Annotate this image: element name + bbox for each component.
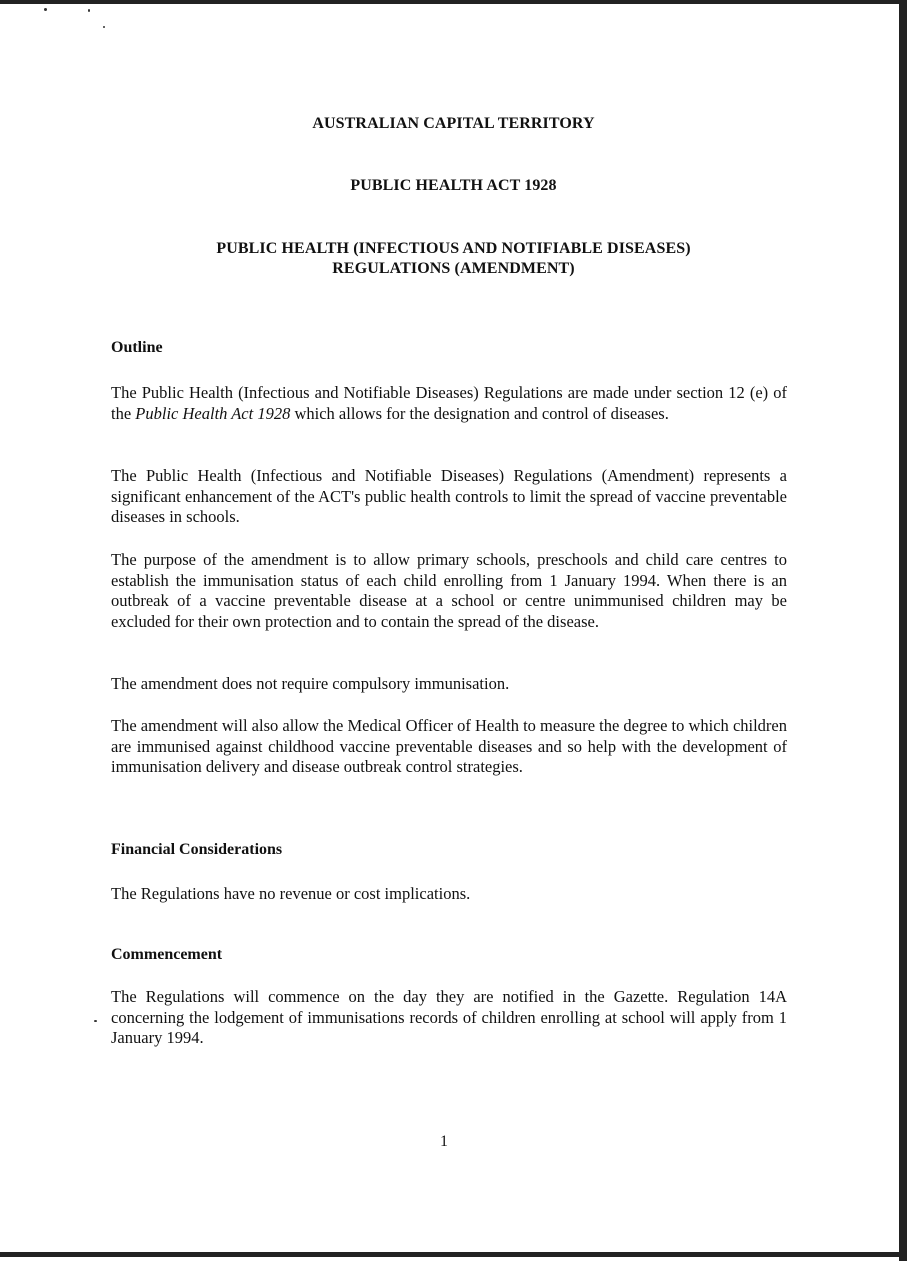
regulation-title: [0, 239, 907, 279]
outline-paragraph-4: The amendment does not require compulsory immunisation.: [111, 674, 510, 693]
scan-speck: [88, 9, 90, 12]
outline-paragraph-5: The amendment will also allow the Medical Officer of Health to measure the degree to which children are immunised against childhood vaccine preventable diseases and so help with the development of immunisation delivery and disease outbreak control strategies.: [111, 716, 787, 777]
act-title: PUBLIC HEALTH ACT 1928: [350, 177, 557, 194]
act-name-italic: Public Health Act 1928: [135, 403, 291, 423]
outline-paragraph-1: [111, 383, 787, 424]
commencement-paragraph: The Regulations will commence on the day they are notified in the Gazette. Regulation 14A concerning the lodgement of immunisations records of children enrolling at school will apply from 1 January 1994.: [111, 987, 787, 1048]
outline-paragraph-3: The purpose of the amendment is to allow primary schools, preschools and child care centres to establish the immunisation status of each child enrolling from 1 January 1994. When there is an outbreak of a vaccine preventable disease at a school or centre unimmunised children may be excluded for their own protection and to contain the spread of the disease.: [111, 550, 787, 631]
scan-edge-bottom: [0, 1252, 900, 1257]
financial-paragraph: The Regulations have no revenue or cost implications.: [111, 884, 471, 903]
page-number: 1: [440, 1133, 448, 1150]
scan-speck: [94, 1020, 97, 1022]
regulation-title-line2: REGULATIONS (AMENDMENT): [332, 260, 575, 277]
outline-heading: Outline: [111, 339, 163, 356]
scan-speck: [44, 8, 47, 11]
jurisdiction-title: AUSTRALIAN CAPITAL TERRITORY: [312, 115, 595, 132]
scan-edge-top: [0, 0, 907, 4]
commencement-heading: Commencement: [111, 946, 223, 963]
outline-p1-text-end: which allows for the designation and control of diseases.: [290, 403, 669, 423]
scan-speck: [103, 26, 105, 28]
regulation-title-line1: PUBLIC HEALTH (INFECTIOUS AND NOTIFIABLE DISEASES): [216, 240, 691, 257]
outline-paragraph-2: The Public Health (Infectious and Notifiable Diseases) Regulations (Amendment) represents a significant enhancement of the ACT's public health controls to limit the spread of vaccine preventable diseases in schools.: [111, 466, 787, 527]
outline-p1-text: The Public Health (Infectious and Notifiable Diseases) Regulations are made under section 12 (e) of the: [111, 383, 787, 423]
financial-heading: Financial Considerations: [111, 841, 283, 858]
